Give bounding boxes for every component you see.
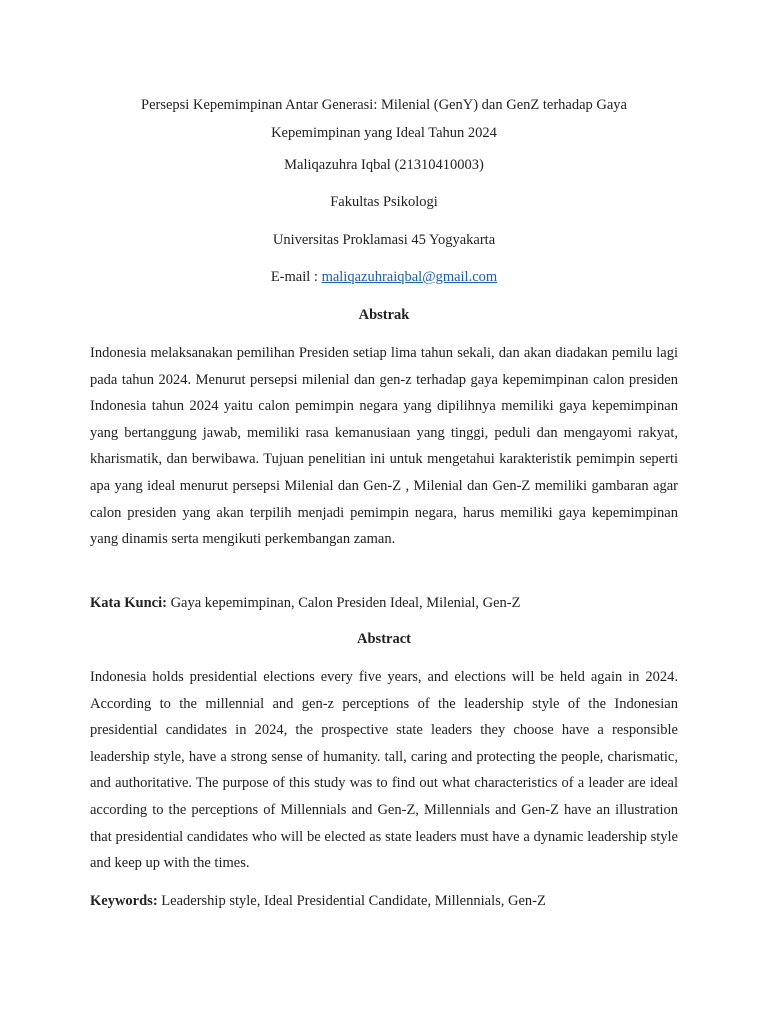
abstrak-heading: Abstrak bbox=[358, 307, 410, 323]
kata-kunci-line bbox=[90, 593, 678, 613]
abstrak-body: Indonesia melaksanakan pemilihan Presiden setiap lima tahun sekali, dan akan diadakan pemilu lagi pada tahun 2024. Menurut persepsi milenial dan gen-z terhadap gaya kepemimpinan calon presiden Indonesia tahun 2024 yaitu calon pemimpin negara yang dipilihnya memiliki gaya kepemimpinan yang bertanggung jawab, memiliki rasa kemanusiaan yang tinggi, peduli dan mengayomi rakyat, kharismatik, dan berwibawa. Tujuan penelitian ini untuk mengetahui karakteristik pemimpin seperti apa yang ideal menurut persepsi Milenial dan Gen-Z , Milenial dan Gen-Z memiliki gambaran agar calon presiden yang akan terpilih menjadi pemimpin negara, harus memiliki gaya kepemimpinan yang dinamis serta mengikuti perkembangan zaman. bbox=[90, 345, 678, 548]
email-label: E-mail : bbox=[270, 269, 322, 285]
university-name: Universitas Proklamasi 45 Yogyakarta bbox=[272, 232, 496, 248]
paper-title bbox=[90, 91, 678, 147]
title-line-1: Persepsi Kepemimpinan Antar Generasi: Milenial (GenY) dan GenZ terhadap Gaya bbox=[141, 97, 627, 113]
keywords-line bbox=[90, 891, 678, 911]
keywords-label: Keywords: bbox=[90, 893, 158, 909]
kata-kunci-text: Gaya kepemimpinan, Calon Presiden Ideal, Milenial, Gen-Z bbox=[166, 595, 521, 611]
keywords-text: Leadership style, Ideal Presidential Candidate, Millennials, Gen-Z bbox=[157, 893, 546, 909]
title-line-2: Kepemimpinan yang Ideal Tahun 2024 bbox=[271, 125, 497, 141]
abstract-body: Indonesia holds presidential elections every five years, and elections will be held again in 2024. According to the millennial and gen-z perceptions of the leadership style of the Indonesian presidential candidates in 2024, the prospective state leaders they choose have a responsible leadership style, have a strong sense of humanity. tall, caring and protecting the people, charismatic, and authoritative. The purpose of this study was to find out what characteristics of a leader are ideal according to the perceptions of Millennials and Gen-Z, Millennials and Gen-Z have an illustration that presidential candidates who will be elected as state leaders must have a dynamic leadership style and keep up with the times. bbox=[90, 669, 678, 872]
abstract-heading: Abstract bbox=[357, 631, 411, 647]
faculty-name: Fakultas Psikologi bbox=[330, 194, 438, 210]
kata-kunci-label: Kata Kunci: bbox=[90, 595, 167, 611]
author-name: Maliqazuhra Iqbal (21310410003) bbox=[284, 157, 484, 173]
email-link[interactable]: maliqazuhraiqbal@gmail.com bbox=[321, 269, 498, 285]
email-line bbox=[90, 267, 678, 287]
